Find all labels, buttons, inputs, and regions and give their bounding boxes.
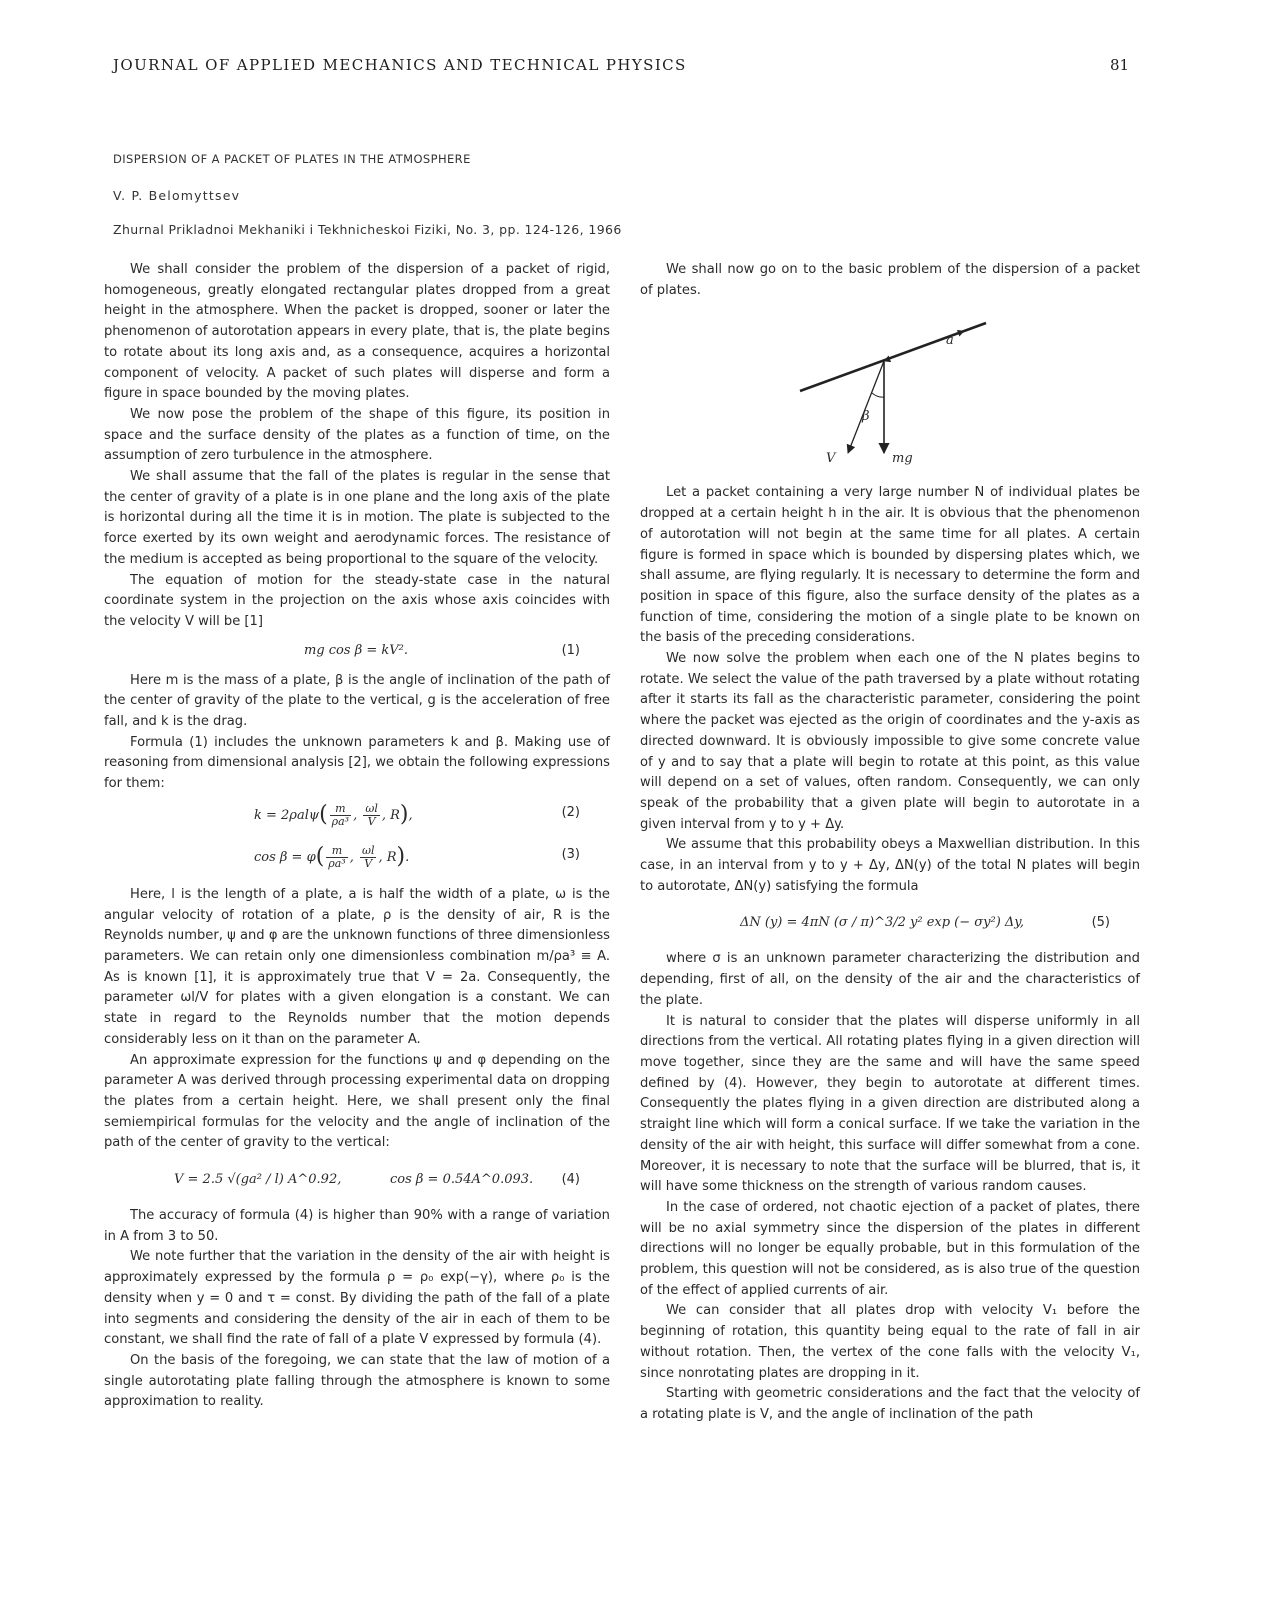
paragraph: where σ is an unknown parameter characterizing the distribution and depending, first of all, on the density of the air and the characteristics of the plate.: [640, 951, 1140, 1008]
equation-2-lhs: k = 2ρalψ: [254, 807, 320, 823]
equation-3: [104, 843, 610, 877]
equation-3-expression: cos β = φ( $\frac{m}{\text{ρa³}}$ , $\frac{\omega l}{V}$ , R).: [254, 843, 410, 870]
paragraph: On the basis of the foregoing, we can state that the law of motion of a single autorotating plate falling through the atmosphere is known to some approximation to reality.: [104, 1352, 610, 1410]
plate-force-diagram-svg: [640, 305, 1140, 475]
label-a: a: [946, 333, 954, 349]
paragraph: In the case of ordered, not chaotic ejection of a packet of plates, there will be no axial symmetry since the dispersion of the plates in different directions will no longer be equally probable, but in this formulation of the problem, this question will not be considered, as is also true of the question of the effect of applied currents of air.: [640, 1199, 1140, 1298]
paragraph: We now solve the problem when each one of the N plates begins to rotate. We select the value of the path traversed by a plate without rotating after it starts its fall as the characteristic parameter, considering the point where the packet was ejected as the origin of coordinates and the y-axis as directed downward. It is obviously impossible to give some concrete value of y and to say that a plate will begin to rotate at this point, as this value will depend on a set of values, often random. Consequently, we can only speak of the probability that a given plate will begin to autorotate in a given interval from y to y + Δy.: [640, 651, 1140, 832]
fraction: $\frac{m}{\text{ρa³}}$: [331, 801, 350, 828]
paragraph: We shall assume that the fall of the plates is regular in the sense that the center of gravity of a plate is in one plane and the long axis of the plate is horizontal during all the time it is in motion. The plate is subjected to the force exerted by its own weight and aerodynamic forces. The resistance of the medium is accepted as being proportional to the square of the velocity.: [104, 469, 610, 567]
equation-1: [104, 639, 610, 663]
equation-4: [104, 1168, 610, 1192]
equation-5-number: (5): [1091, 915, 1110, 931]
equation-2-number: (2): [561, 804, 580, 820]
label-velocity: V: [826, 451, 836, 467]
label-mg: mg: [892, 451, 913, 467]
beta-angle-arc: [872, 393, 884, 397]
equation-5-expression: ΔN (y) = 4πN (σ / π)^3/2 y² exp (− σy²) Δy,: [740, 915, 1025, 931]
equation-3-number: (3): [561, 846, 580, 862]
equation-3-lhs: cos β = φ: [254, 849, 316, 865]
journal-header: JOURNAL OF APPLIED MECHANICS AND TECHNICAL PHYSICS: [113, 56, 687, 74]
label-beta: β: [862, 409, 870, 425]
article-citation: Zhurnal Prikladnoi Mekhaniki i Tekhnicheskoi Fiziki, No. 3, pp. 124-126, 1966: [113, 222, 622, 237]
equation-4-velocity: V = 2.5 √(ga² / l) A^0.92,: [174, 1172, 342, 1188]
paragraph: Starting with geometric considerations and the fact that the velocity of a rotating plate is V, and the angle of inclination of the path: [640, 1386, 1140, 1422]
left-column: [104, 260, 610, 1413]
fraction: $\frac{m}{\text{ρa³}}$: [328, 843, 346, 870]
plate-force-diagram: [640, 305, 1140, 475]
paragraph: We note further that the variation in the density of the air with height is approximately expressed by the formula ρ = ρ₀ exp(−γ), where ρ₀ is the density when y = 0 and τ = const. By dividing the path of the fall of a plate into segments and considering the density of the air in each of them to be constant, we shall find the rate of fall of a plate V expressed by formula (4).: [104, 1249, 610, 1348]
paragraph: We can consider that all plates drop with velocity V₁ before the beginning of rotation, this quantity being equal to the rate of fall in air without rotation. Then, the vertex of the cone falls with the velocity V₁, since nonrotating plates are dropping in it.: [640, 1303, 1140, 1381]
fraction: $\frac{\omega l}{V}$: [365, 801, 378, 828]
equation-1-expression: mg cos β = kV².: [304, 642, 408, 658]
article-author: V. P. Belomyttsev: [113, 188, 241, 203]
paragraph: An approximate expression for the functions ψ and φ depending on the parameter A was derived through processing experimental data on dropping the plates from a certain height. Here, we shall present only the final semiempirical formulas for the velocity and the angle of inclination of the path of the center of gravity to the vertical:: [104, 1052, 610, 1151]
equation-4-angle: cos β = 0.54A^0.093.: [390, 1172, 534, 1188]
equation-1-number: (1): [561, 642, 580, 658]
paragraph: Let a packet containing a very large number N of individual plates be dropped at a certain height h in the air. It is obvious that the phenomenon of autorotation will not begin at the same time for all plates. A certain figure is formed in space which is bounded by dispersing plates which, we shall assume, are flying regularly. It is necessary to determine the form and position in space of this figure, also the surface density of the plates as a function of time, considering the motion of a single plate to be known on the basis of the preceding considerations.: [640, 485, 1140, 646]
page-number: 81: [1110, 56, 1130, 74]
right-column: [640, 260, 1140, 1426]
paragraph: We now pose the problem of the shape of this figure, its position in space and the surface density of the plates as a function of time, on the assumption of zero turbulence in the atmosphere.: [104, 406, 610, 464]
paragraph: It is natural to consider that the plates will disperse uniformly in all directions from the vertical. All rotating plates flying in a given direction will move together, since they are the same and will have the same speed defined by (4). However, they begin to autorotate at different times. Consequently the plates flying in a given direction are distributed along a straight line which will form a conical surface. If we take the variation in the density of the air with height, this surface will differ somewhat from a cone. Moreover, it is necessary to note that the surface will be blurred, that is, it will have some thickness on the strength of various random causes.: [640, 1013, 1140, 1195]
equation-5: [640, 911, 1140, 935]
paragraph: We shall now go on to the basic problem of the dispersion of a packet of plates.: [640, 262, 1140, 298]
equation-4-number: (4): [561, 1172, 580, 1188]
paragraph: Here, l is the length of a plate, a is half the width of a plate, ω is the angular velocity of rotation of a plate, ρ is the density of air, R is the Reynolds number, ψ and φ are the unknown functions of three dimensionless parameters. We can retain only one dimensionless combination m/ρa³ ≡ A. As is known [1], it is approximately true that V = 2a. Consequently, the parameter ωl/V for plates with a given elongation is a constant. We can state in regard to the Reynolds number that the motion depends considerably less on it than on the parameter A.: [104, 886, 610, 1047]
paragraph: Here m is the mass of a plate, β is the angle of inclination of the path of the center of gravity of the plate to the vertical, g is the acceleration of free fall, and k is the drag.: [104, 672, 610, 730]
paragraph: We shall consider the problem of the dispersion of a packet of rigid, homogeneous, greatly elongated rectangular plates dropped from a great height in the atmosphere. When the packet is dropped, sooner or later the phenomenon of autorotation appears in every plate, that is, the plate begins to rotate about its long axis and, as a consequence, acquires a horizontal component of velocity. A packet of such plates will disperse and form a figure in space bounded by the moving plates.: [104, 262, 610, 402]
paragraph: The accuracy of formula (4) is higher than 90% with a range of variation in A from 3 to 50.: [104, 1208, 610, 1244]
paragraph: Formula (1) includes the unknown parameters k and β. Making use of reasoning from dimensional analysis [2], we obtain the following expressions for them:: [104, 734, 610, 792]
paragraph: The equation of motion for the steady-state case in the natural coordinate system in the projection on the axis whose axis coincides with the velocity V will be [1]: [104, 572, 610, 629]
equation-2-expression: k = 2ρalψ( $\frac{m}{\text{ρa³}}$ , $\frac{\omega l}{V}$ , R),: [254, 801, 413, 828]
equation-2: [104, 801, 610, 835]
paragraph: We assume that this probability obeys a Maxwellian distribution. In this case, in an interval from y to y + Δy, ΔN(y) of the total N plates will begin to autorotate, ΔN(y) satisfying the formula: [640, 837, 1140, 894]
article-title: DISPERSION OF A PACKET OF PLATES IN THE ATMOSPHERE: [113, 152, 471, 166]
fraction: $\frac{\omega l}{V}$: [361, 843, 375, 870]
